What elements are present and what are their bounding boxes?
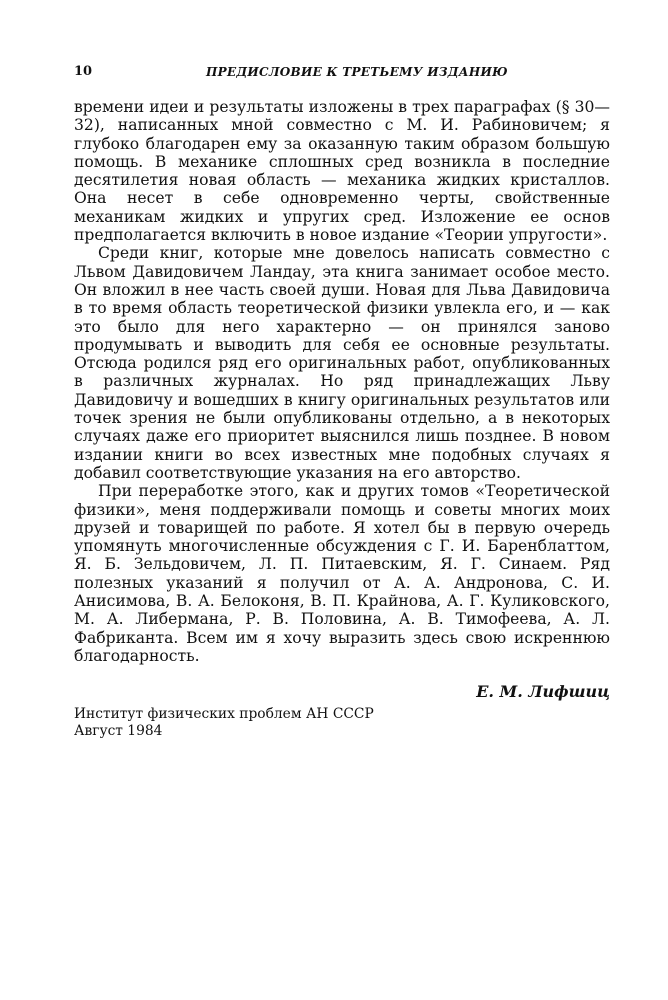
date-line: Август 1984 (74, 723, 163, 740)
paragraph-continued: времени идеи и результаты изложены в трех параграфах (§ 30—32), написанных мной совместно с М. И. Рабиновичем; я глубоко благодарен ему за оказанную таким образом большую помощь. В механике сплошных сред возникла в последние десятилетия новая область — механика жидких кристаллов. Она несет в себе одновременно черты, свойственные механикам жидких и упругих сред. Изложение ее основ предполагается включить в новое издание «Теории упругости». (74, 98, 610, 245)
running-head (74, 62, 610, 82)
body-text (74, 98, 610, 665)
chapter-title: ПРЕДИСЛОВИЕ К ТРЕТЬЕМУ ИЗДАНИЮ (206, 65, 508, 79)
affiliation-block (74, 706, 610, 740)
page-number: 10 (74, 64, 93, 79)
institute-name: Институт физических проблем АН СССР (74, 706, 374, 723)
paragraph-landau: Среди книг, которые мне довелось написать совместно с Львом Давидовичем Ландау, эта книга занимает особое место. Он вложил в нее часть своей души. Новая для Льва Давидовича в то время область теоретической физики увлекла его, и — как это было для него характерно — он принялся заново продумывать и выводить для себя ее основные результаты. Отсюда родился ряд его оригинальных работ, опубликованных в различных журналах. Но ряд принадлежащих Льву Давидовичу и вошедших в книгу оригинальных результатов или точек зрения не были опубликованы отдельно, а в некоторых случаях даже его приоритет выяснился лишь позднее. В новом издании книги во всех известных мне подобных случаях я добавил соответствующие указания на его авторство. (74, 244, 610, 482)
paragraph-acknowledgements: При переработке этого, как и других томов «Теоретической физики», меня поддерживали помощь и советы многих моих друзей и товарищей по работе. Я хотел бы в первую очередь упомянуть многочисленные обсуждения с Г. И. Баренблаттом, Я. Б. Зельдовичем, Л. П. Питаевским, Я. Г. Синаем. Ряд полезных указаний я получил от А. А. Андронова, С. И. Анисимова, В. А. Белоконя, В. П. Крайнова, А. Г. Куликовского, М. А. Либермана, Р. В. Половина, А. В. Тимофеева, А. Л. Фабриканта. Всем им я хочу выразить здесь свою искреннюю благодарность. (74, 482, 610, 665)
author-signature: Е. М. Лифшиц (476, 682, 610, 702)
book-page (74, 62, 610, 740)
